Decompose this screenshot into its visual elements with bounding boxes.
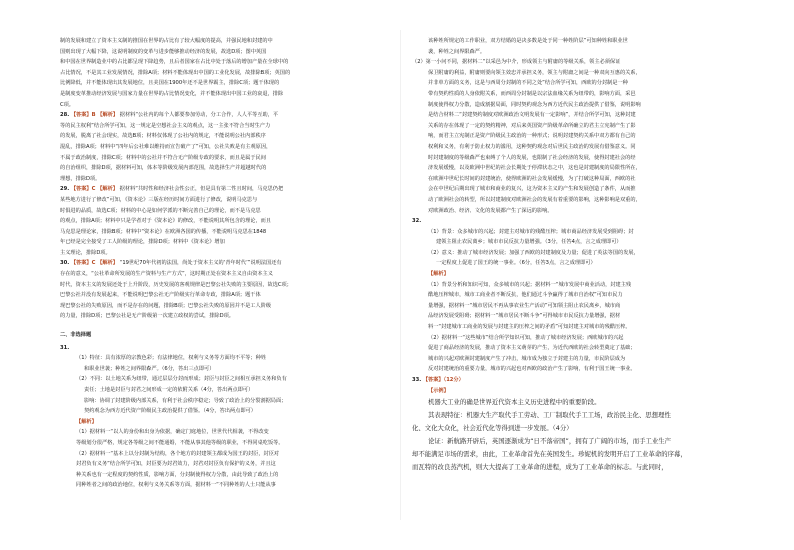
text-line: 的力量，排除D项；巴黎公社是无产阶级第一次建立政权的尝试，排除D项。 [60,313,234,320]
text-line: 袭，种姓之间界限森严。 [428,48,486,55]
analysis-tag: 【解析】 [76,418,97,425]
text-line: 现巴黎公社的失败原因，而不是存在的问题，排除B项；巴黎公社失败的原因并不是工人阶级 [60,302,272,309]
text-line: 其表现特征：机器大生产取代手工劳动、工厂制取代手工工场，政治民主化、思想理性 [428,411,671,420]
text-line: 会在中世纪后期出现了城市和商业的复兴，这为资本主义的产生和发展创造了条件，从而推 [428,186,636,193]
text-line: 等级划分很严格，规定各等级之间不能通婚，不能从事其他等级的职业，不得同桌吃饭等。 [76,439,284,446]
text-line: 带有契约性质的人身依附关系，而西周分封制是以宗法血缘关系为纽带的，影响方面，采邑 [428,90,636,97]
text-line: 机器大工业的确是世界近代资本主义历史进程中的重要阶段。 [428,398,601,407]
text-line: 等的民主权利”结合所学可知，这一规定是空想社会主义的观点，这一主张不符合当时生产力 [60,122,271,129]
answer-tag: 【答案】（12分） [422,377,464,383]
answer-line: （1）背景：众多城市的兴起；封建主对城市的残酷压榨；城市商品经济发展受到阻碍；封 [428,228,634,235]
text-line: 巴黎公社并没有发展起来，不能说明巴黎公社无产阶级实行革命专政，排除A项；题干体 [60,292,261,299]
item-number: 32. [412,218,422,225]
text-line: 存在的意义，“公社革命所发展的生产资料与生产方式”，这时期正处在资本主义自由资本主义 [60,271,273,278]
text-line: 而瓦特的改良蒸汽机，则大大提高了工业革命的进程，成为了工业革命的标志。与此同时， [412,463,668,472]
answer-tag: 【答案】C 【解析】 [70,260,118,267]
right-column [412,36,750,474]
column-divider [400,30,401,520]
answer-line: （2）意义：推动了城市经济发展；加强了西欧的封建制度及力量；促进了英法等国的发展， [428,249,639,256]
text-line: 动了欧洲社会的转型，所以封建制度对欧洲社会的发展有着重要的影响，这种影响是双重的， [428,196,641,203]
text-line: “19世纪70年代初的法国，尚处于资本主义的‘青年时代’”说明法国还有 [119,260,282,267]
answer-line: 契约观念为西方近代资产阶级民主政治提供了借鉴。（4分，答出两点即可） [84,408,256,415]
analysis-tag: 【解析】 [428,271,449,278]
text-line: 时代，资本主义的发展还处于上升阶段，历史发展的客观规律是巴黎公社失败的主要原因，故选C项； [60,281,292,288]
text-line: 对欧洲政治、经济、文化的发展都产生了深远的影响。 [428,207,553,214]
text-line: 响，而君主立宪制正是资产阶级民主政治的一种形式；说明封建契约关系中双方都有自己的 [428,133,636,140]
item-number: 33. [412,377,422,383]
answer-line: 责任；土地是封臣与封君之间形成一定的依附关系（4分，答出两点即可） [84,387,254,393]
text-line: （1）背景分析和知识可知，众多城市的兴起；据材料一“城市发展中商业活动，封建主残 [428,281,632,288]
answer-line: （1）特征：具有浓厚的宗教色彩；有法律地位，权利与义务等方面均不平等；种姓 [76,355,267,362]
text-line: 制度使得权力分散，造成割据局面，同时契约观念为西方近代民主政治提供了借鉴，说明影响 [428,101,641,108]
text-line: 国则出现了大幅下降，这说明制度的变革与进步能够推动经济的发展，故选D项；图中英国 [60,48,267,55]
text-line: 年已经是完全接受了工人阶级的理论，排除D项；材料中《资本论》增加 [60,239,225,246]
answer-line: 一定程度上促进了国王的统一事业。（6分，任答3点，言之成理即可） [436,260,596,267]
text-line: 料一“封建城市工商业的发展与封建主的压榨之间的矛盾”可知封建主对城市的残酷压榨。 [428,324,631,331]
text-line: 的发展，脱离了社会现实，故选B项；材料仅体现了公社内的规定，不能说明公社内部秩序 [60,133,266,140]
text-line: 量增强，据材料一“城市居民不再从事农业生产活动”可知领主阻止农民离乡，城市商 [428,302,621,309]
item-number: 29. [60,186,70,193]
text-line: 种关系也有一定程度的契约性质，影响方面，分封制使得权力分散，由此导致了政治上的 [76,471,279,478]
text-line: 同种姓者之间的政治地位，权利与义务关系等方面，据材料一“不同种姓的人士只能从事 [76,482,276,489]
answer-tag: 【答案】B 【解析】 [70,112,119,119]
text-line: 关系的存在体现了一定的契约精神，对后来英国资产阶级革命所确立的君主立宪制产生了影 [428,122,636,129]
answer-line: 影响：协调了封建阶级内部关系，有利于社会秩序稳定；导致了政治上的分裂割据局面； [84,397,287,404]
text-line: 权利和义务，有利于防止权力的滥用，这种契约观念对后世民主政治的发展有借鉴意义。同 [428,143,636,150]
answer-line: 建领主阻止农民离乡；城市市民反抗力量增强。（3分，任答4点，言之成理即可） [436,239,622,246]
text-line: 酷地压榨城市，城市工商业者不断反抗，他们通过斗争赢得了城市自治权”可知市民力 [428,292,623,299]
text-line: 却不能满足市场的需求，由此，工业革命首先在英国发生。珍妮机的发明开启了工业革命的序幕， [412,450,687,459]
text-line: 反对封建统治的重要力量，城市的兴起也对西欧的政治产生了影响，有利于国王统一事业。 [428,366,636,373]
question-number [60,343,398,354]
left-column [60,36,398,491]
text-line: 是制度变革推动经济发展与国家力量在世界的占比情况变化，并不能体现出中国工业的衰退，排除 [60,90,284,97]
answer-line: 和职业世袭；种姓之间界限森严。（6分，答出三点即可） [84,365,215,372]
text-line: 是结合材料二“封建契约制度对欧洲政治文明发展有一定影响”，并结合所学可知，这种封建 [428,112,636,119]
text-line: 占比情况，不是其工业发展情况，排除A项；材料不能体现出中国的工业化发展，故排除B项；英国的 [60,69,291,76]
text-line: 据材料“公社内的每个人都要参加劳动，分工合作，人人平等互助，平 [119,112,279,119]
example-tag: 【示例】 [428,387,449,394]
item-number: 30. [60,260,70,267]
text-line: 保卫附庸的利益，附庸则要向领主效忠并承担义务，领主与附庸之间是一种双向互惠的关系， [428,69,641,76]
text-line: 马克思是理论家，排除B项；材料中“资本论》在欧洲各国的传播，不能说明马克思在1848 [60,228,267,235]
text-line: 理想，排除D项。 [60,175,101,182]
answer-line: （2）不同：以土地关系为纽带，通过层层分封而形成；封臣与封臣之间相互承担义务和负有 [76,376,287,383]
text-line: 和中国在世界制造业中的占比都呈现下降趋势，且后者国家在占比中处于落后的增加产量在全球中的 [60,59,289,66]
answer-item [60,110,398,121]
text-line: 论证：新航路开辟后，英国逐渐成为“日不落帝国”，拥有了广阔的市场，而手工业生产 [428,437,672,446]
answer-item [412,375,750,386]
answer-item [60,258,398,269]
text-line: 主义理论，排除D项。 [60,249,111,256]
item-number: 28. [60,112,70,119]
text-line: （2）据材料一“这些城市”结合所学知识可知，推动了城市经济发展；西欧城市的兴起 [428,334,624,341]
text-line: 封君负有义务”结合所学可知，封臣要为封君效力，封君对封臣负有保护的义务，并且这 [76,461,276,468]
text-line: 混乱，排除A项；材料中“四年后公社难以维持而宣告破产了”可知，公社失败是有主观原因， [60,143,272,150]
text-line: （2）据材料一“基本上以分封制为结构，各个地方的封建领主都成为国王的封臣，封臣对 [76,450,280,457]
text-line: 时封建制度的等级森严也束缚了个人的发展，也限制了社会经济的发展，使得封建社会的经 [428,154,636,161]
text-line: 据材料“共时性和经济社会性公正，但是具有第二性且时间，马克思仍把 [119,186,284,193]
text-line: 时俱进的品质，故选C项；材料的中心是如何学派的不断完善自己的理论，而不是马克思 [60,207,261,214]
text-line: 品经济发展受阻碍；据材料一“城市居民不断斗争”可得城市市民反抗力量增强，据材 [428,313,621,320]
answer-tag: 【答案】C 【解析】 [70,186,118,193]
text-line: 济发展缓慢，以及欧洲中世纪的社会长期处于停滞状态之中，这也是封建制度的局限性所在， [428,165,641,172]
text-line: （1）据材料一“以人的身份和出身为依据，确定门庭地位，世世代代相袭，不得改变 [76,429,269,436]
text-line: 某些地方进行了修改”可知，《资本论》三版在经历时间方面进行了修改，说明马克思与 [60,196,258,203]
answer-item [60,184,398,195]
text-line: （2）第一小问不同，据材料二“以采邑为中介，形成领主与附庸的等级关系，领主必须保证 [412,59,621,66]
text-line: C项。 [60,101,74,108]
text-line: 城市的兴起对欧洲封建制度产生了冲击，城市成为独立于封建主的力量，市民阶层成为 [428,355,626,362]
question-number [412,216,750,227]
text-line: 并非单方面的义务，这是与西周分封制的不同之处”结合所学可知，西欧的分封制是一种 [428,80,628,87]
text-line: 该种姓所规定的工作职业，双方结婚的是决多数是处于同一种姓阶层”可知种姓和职业世 [428,38,628,44]
text-line: 的观点，排除A项；材料中只是学者对于《资本论》的修改，不能说明其所包含的理论，而且 [60,218,272,225]
item-number: 31. [60,344,70,351]
text-line: 制的发展和建立了资本主义制的推国在世界的占比有了较大幅度的提高，并强民地和封建的中 [60,38,273,44]
text-line: 的自治组织，排除D项，据材料可知，体本等阶级发展内部范围，故选择生产并超越时代的 [60,165,267,172]
text-line: 不属于政治制度，排除C项；材料中的公社并不符合无产阶级专政的要求，而且是属于民间 [60,154,266,161]
text-line: 促进了商品经济的发展，推动了资本主义萌芽的产生，为近代西欧的社会转型奠定了基础； [428,345,636,352]
text-line: 化、文化大众化，社会近代化等得到进一步发展。（4分） [412,424,573,433]
section-heading: 二、非选择题 [60,332,92,339]
text-line: 比例降低，并不能体现出其发展地位，且美国在1900年还不是世界霸主，排除C项；题干体现的 [60,80,280,87]
text-line: 在欧洲中世纪长时间的封建统治，使得欧洲的社会发展缓慢，为了打破这种局面，西欧的社 [428,175,636,182]
